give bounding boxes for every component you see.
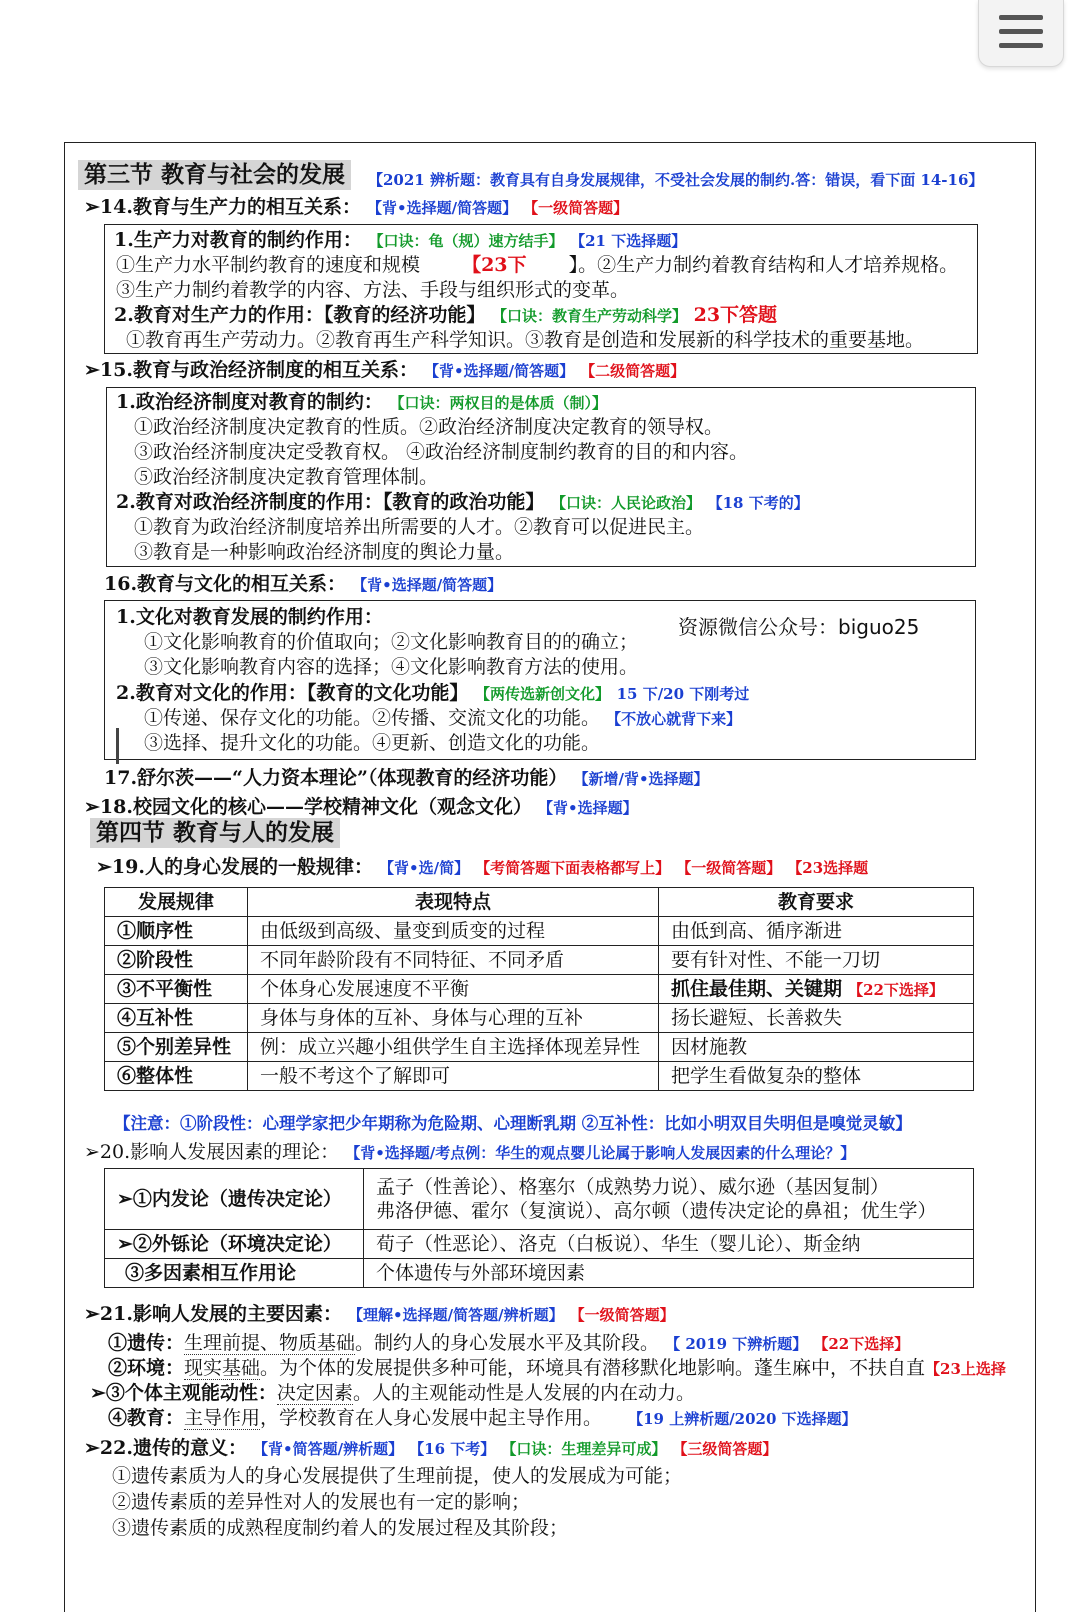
q15-line4: ①教育为政治经济制度培养出所需要的人才。②教育可以促进民主。 <box>134 516 705 538</box>
q22-line2: ②遗传素质的差异性对人的发展也有一定的影响； <box>112 1491 531 1513</box>
q19-note: 【注意：①阶段性：心理学家把少年期称为危险期、心理断乳期 ②互补性：比如小明双目失明但是嗅觉灵敏】 <box>114 1114 912 1133</box>
q18-heading: ➢18.校园文化的核心——学校精神文化（观念文化） 【背•选择题】 <box>84 796 638 818</box>
table-row: ➢②外铄论（环境决定论） 荀子（性恶论）、洛克（白板说）、华生（婴儿论）、斯金纳 <box>105 1230 974 1259</box>
q19-heading: ➢19.人的身心发展的一般规律： 【背•选/简】 【考简答题下面表格都写上】 【一级简答题】 【23选择题 <box>96 856 869 878</box>
table-row: ①顺序性 由低级到高级、量变到质变的过程 由低到高、循序渐进 <box>105 917 974 946</box>
q14-line3: ①教育再生产劳动力。②教育再生产科学知识。③教育是创造和发展新的科学技术的重要基地。 <box>126 329 925 351</box>
table-row: ➢①内发论（遗传决定论） 孟子（性善论）、格塞尔（成熟势力说）、威尔逊（基因复制） 弗洛伊德、霍尔（复演说）、高尔顿（遗传决定论的鼻祖；优生学） <box>105 1169 974 1230</box>
development-theory-table <box>104 1168 974 1288</box>
q17-heading: 17.舒尔茨——“人力资本理论”（体现教育的经济功能） 【新增/背•选择题】 <box>104 767 709 789</box>
q15-p1-title: 1.政治经济制度对教育的制约： 【口诀：两权目的是体质（制）】 <box>116 391 607 413</box>
q15-line5: ③教育是一种影响政治经济制度的舆论力量。 <box>134 541 515 563</box>
q20-heading: ➢20.影响人发展因素的理论： 【背•选择题/考点例：华生的观点婴儿论属于影响人发展因素的什么理论？】 <box>84 1141 856 1163</box>
header-law: 发展规律 <box>105 888 248 917</box>
q22-line3: ③遗传素质的成熟程度制约着人的发展过程及其阶段； <box>112 1517 569 1539</box>
table-header-row <box>105 888 974 917</box>
q14-line2: ③生产力制约着教学的内容、方法、手段与组织形式的变革。 <box>116 279 630 301</box>
q16-p2-title: 2.教育对文化的作用：【教育的文化功能】 【两传选新创文化】 15 下/20 下刚考过 <box>116 682 750 704</box>
q21-heading: ➢21.影响人发展的主要因素： 【理解•选择题/简答题/辨析题】 【一级简答题】 <box>84 1303 675 1325</box>
q21-line2: ②环境：现实基础。为个体的发展提供多种可能，环境具有潜移默化地影响。蓬生麻中，不扶自直【23上选择 <box>108 1357 1006 1379</box>
q14-p2-title: 2.教育对生产力的作用：【教育的经济功能】 【口诀：教育生产劳动科学】 23下答题 <box>114 304 778 326</box>
q21-line1: ①遗传：生理前提、物质基础。制约人的身心发展水平及其阶段。 【 2019 下辨析题】 【22下选择】 <box>108 1332 910 1354</box>
q16-p1-title: 1.文化对教育发展的制约作用： <box>116 606 383 628</box>
development-law-table <box>104 887 974 1091</box>
q14-heading: ➢14.教育与生产力的相互关系： 【背•选择题/简答题】 【一级简答题】 <box>84 196 629 218</box>
q21-line4: ④教育：主导作用，学校教育在人身心发展中起主导作用。 【19 上辨析题/2020 下选择题】 <box>108 1407 857 1429</box>
q16-line2: ③文化影响教育内容的选择；④文化影响教育方法的使用。 <box>144 656 639 678</box>
q16-line4: ③选择、提升文化的功能。④更新、创造文化的功能。 <box>144 732 601 754</box>
q15-line2: ③政治经济制度决定受教育权。 ④政治经济制度制约教育的目的和内容。 <box>134 441 749 463</box>
q15-line1: ①政治经济制度决定教育的性质。②政治经济制度决定教育的领导权。 <box>134 416 724 438</box>
table-row: ⑤个别差异性 例：成立兴趣小组供学生自主选择体现差异性 因材施教 <box>105 1033 974 1062</box>
table-row: ③不平衡性 个体身心发展速度不平衡 抓住最佳期、关键期 【22下选择】 <box>105 975 974 1004</box>
q16-line3: ①传递、保存文化的功能。②传播、交流文化的功能。 【不放心就背下来】 <box>144 707 742 729</box>
q22-line1: ①遗传素质为人的身心发展提供了生理前提，使人的发展成为可能； <box>112 1465 683 1487</box>
table-row: ②阶段性 不同年龄阶段有不同特征、不同矛盾 要有针对性、不能一刀切 <box>105 946 974 975</box>
watermark-text: 资源微信公众号：biguo25 <box>678 615 920 639</box>
menu-button[interactable] <box>978 0 1064 67</box>
q21-line3: ➢③个体主观能动性：决定因素。人的主观能动性是人发展的内在动力。 <box>90 1382 695 1404</box>
table-row: ⑥整体性 一般不考这个了解即可 把学生看做复杂的整体 <box>105 1062 974 1091</box>
margin-marker <box>116 728 119 764</box>
q15-heading: ➢15.教育与政治经济制度的相互关系： 【背•选择题/简答题】 【二级简答题】 <box>84 359 686 381</box>
table-row: ④互补性 身体与身体的互补、身体与心理的互补 扬长避短、长善救失 <box>105 1004 974 1033</box>
section4-title: 第四节 教育与人的发展 <box>90 818 340 848</box>
header-feature: 表现特点 <box>248 888 659 917</box>
table-row: ③多因素相互作用论 个体遗传与外部环境因素 <box>105 1259 974 1288</box>
q22-heading: ➢22.遗传的意义： 【背•简答题/辨析题】 【16 下考】 【口诀：生理差异可成】 【三级简答题】 <box>84 1437 778 1459</box>
header-requirement: 教育要求 <box>659 888 974 917</box>
q16-heading: 16.教育与文化的相互关系： 【背•选择题/简答题】 <box>104 573 503 595</box>
q15-line3: ⑤政治经济制度决定教育管理体制。 <box>134 466 439 488</box>
section3-note: 【2021 辨析题：教育具有自身发展规律，不受社会发展的制约.答：错误，看下面 14-16】 <box>368 171 984 189</box>
q16-line1: ①文化影响教育的价值取向；②文化影响教育目的的确立； <box>144 631 639 653</box>
q14-p1-title: 1.生产力对教育的制约作用： 【口诀：龟（规）速方结手】 【21 下选择题】 <box>114 229 687 251</box>
q15-p2-title: 2.教育对政治经济制度的作用：【教育的政治功能】 【口诀：人民论政治】 【18 下考的】 <box>116 491 809 513</box>
q14-line1: ①生产力水平制约教育的速度和规模 【23下 】。②生产力制约着教育结构和人才培养规格。 <box>116 254 959 276</box>
section3-title: 第三节 教育与社会的发展 <box>78 160 351 190</box>
